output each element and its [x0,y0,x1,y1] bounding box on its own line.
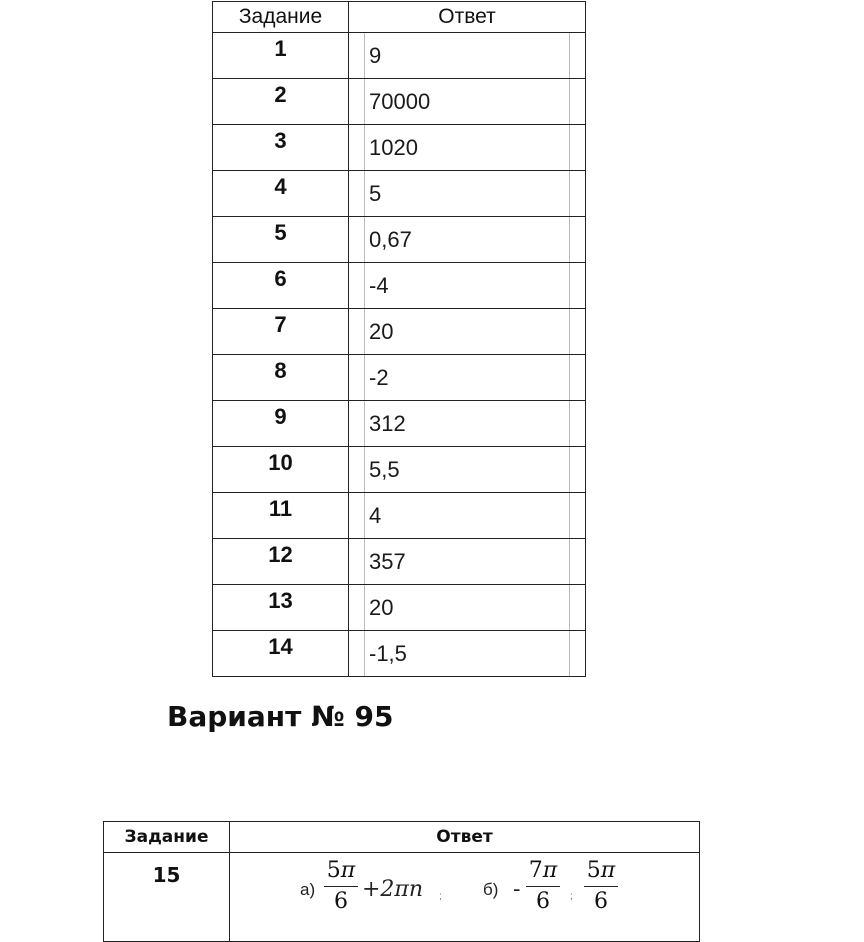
table-row [213,217,586,263]
part-a-den: 6 [334,889,348,914]
answer-cell [349,355,586,401]
task-number: 10 [213,447,349,493]
header-task: Задание [104,822,230,853]
task-number: 6 [213,263,349,309]
answer-value: 357 [364,539,570,584]
table-row [213,33,586,79]
table-row [213,125,586,171]
task-number: 5 [213,217,349,263]
table-row [213,447,586,493]
task-number: 11 [213,493,349,539]
answer-value: 5,5 [364,447,570,492]
answer-cell [349,263,586,309]
table-row [213,79,586,125]
header-answer: Ответ [349,2,586,33]
part-b-separator: ; [570,891,573,902]
part-a-num-sym: π [340,858,356,883]
answer-value: 4 [364,493,570,538]
answer-cell [349,585,586,631]
task-number: 9 [213,401,349,447]
answer-cell [349,125,586,171]
task-number: 2 [213,79,349,125]
variant-title: Вариант № 95 [167,700,394,733]
table-row [213,585,586,631]
task-number: 15 [104,853,230,942]
answer-value: 1020 [364,125,570,170]
answer-cell [349,33,586,79]
answers-table-header-row [213,2,586,33]
answer-value: 9 [364,33,570,78]
part-b-sign: - [513,877,521,902]
table-row [213,539,586,585]
answer-value: 20 [364,585,570,630]
answer-value: 70000 [364,79,570,124]
part-b-num2-coef: 5 [586,858,601,883]
answer-cell [349,493,586,539]
task-number: 7 [213,309,349,355]
answer-cell [349,401,586,447]
table-row [213,355,586,401]
task-number: 13 [213,585,349,631]
fraction-bar [324,886,358,887]
table-row [213,401,586,447]
answer-cell [349,309,586,355]
answer-value: 312 [364,401,570,446]
task-number: 8 [213,355,349,401]
part-b-fraction-1 [526,857,560,916]
task-number: 1 [213,33,349,79]
task-number: 3 [213,125,349,171]
answer-value: 20 [364,309,570,354]
part-a-num-coef: 5 [326,858,341,883]
part-a-separator: ; [439,891,442,902]
part-a-fraction [324,857,358,916]
answer-cell [349,171,586,217]
table-row [213,171,586,217]
part-b-num1-coef: 7 [528,858,543,883]
answer-value: -2 [364,355,570,400]
part-a-label: а) [300,880,316,899]
part-a-tail: +2πn [362,877,424,902]
answer-value: 5 [364,171,570,216]
fraction-bar [526,886,560,887]
part-b-num1-sym: π [542,858,558,883]
answer-formula [230,853,700,942]
task-number: 12 [213,539,349,585]
answer-cell [349,539,586,585]
part-b-num2-sym: π [600,858,616,883]
answer-value: 0,67 [364,217,570,262]
task-number: 14 [213,631,349,677]
part-b-den1: 6 [536,889,550,914]
answer-cell [349,217,586,263]
table-row [213,263,586,309]
table-row [213,493,586,539]
answer-cell [349,447,586,493]
table-row [213,309,586,355]
variant-table [103,821,700,942]
part-b-fraction-2 [584,857,618,916]
answer-cell [349,79,586,125]
fraction-bar [584,886,618,887]
answer-cell [349,631,586,677]
variant-table-header-row [104,822,700,853]
table-row [104,853,700,942]
answers-table [212,1,586,677]
header-task: Задание [213,2,349,33]
answer-value: -4 [364,263,570,308]
answer-value: -1,5 [364,631,570,676]
part-b-den2: 6 [594,889,608,914]
task-number: 4 [213,171,349,217]
header-answer: Ответ [230,822,700,853]
part-b-label: б) [483,880,499,899]
table-row [213,631,586,677]
